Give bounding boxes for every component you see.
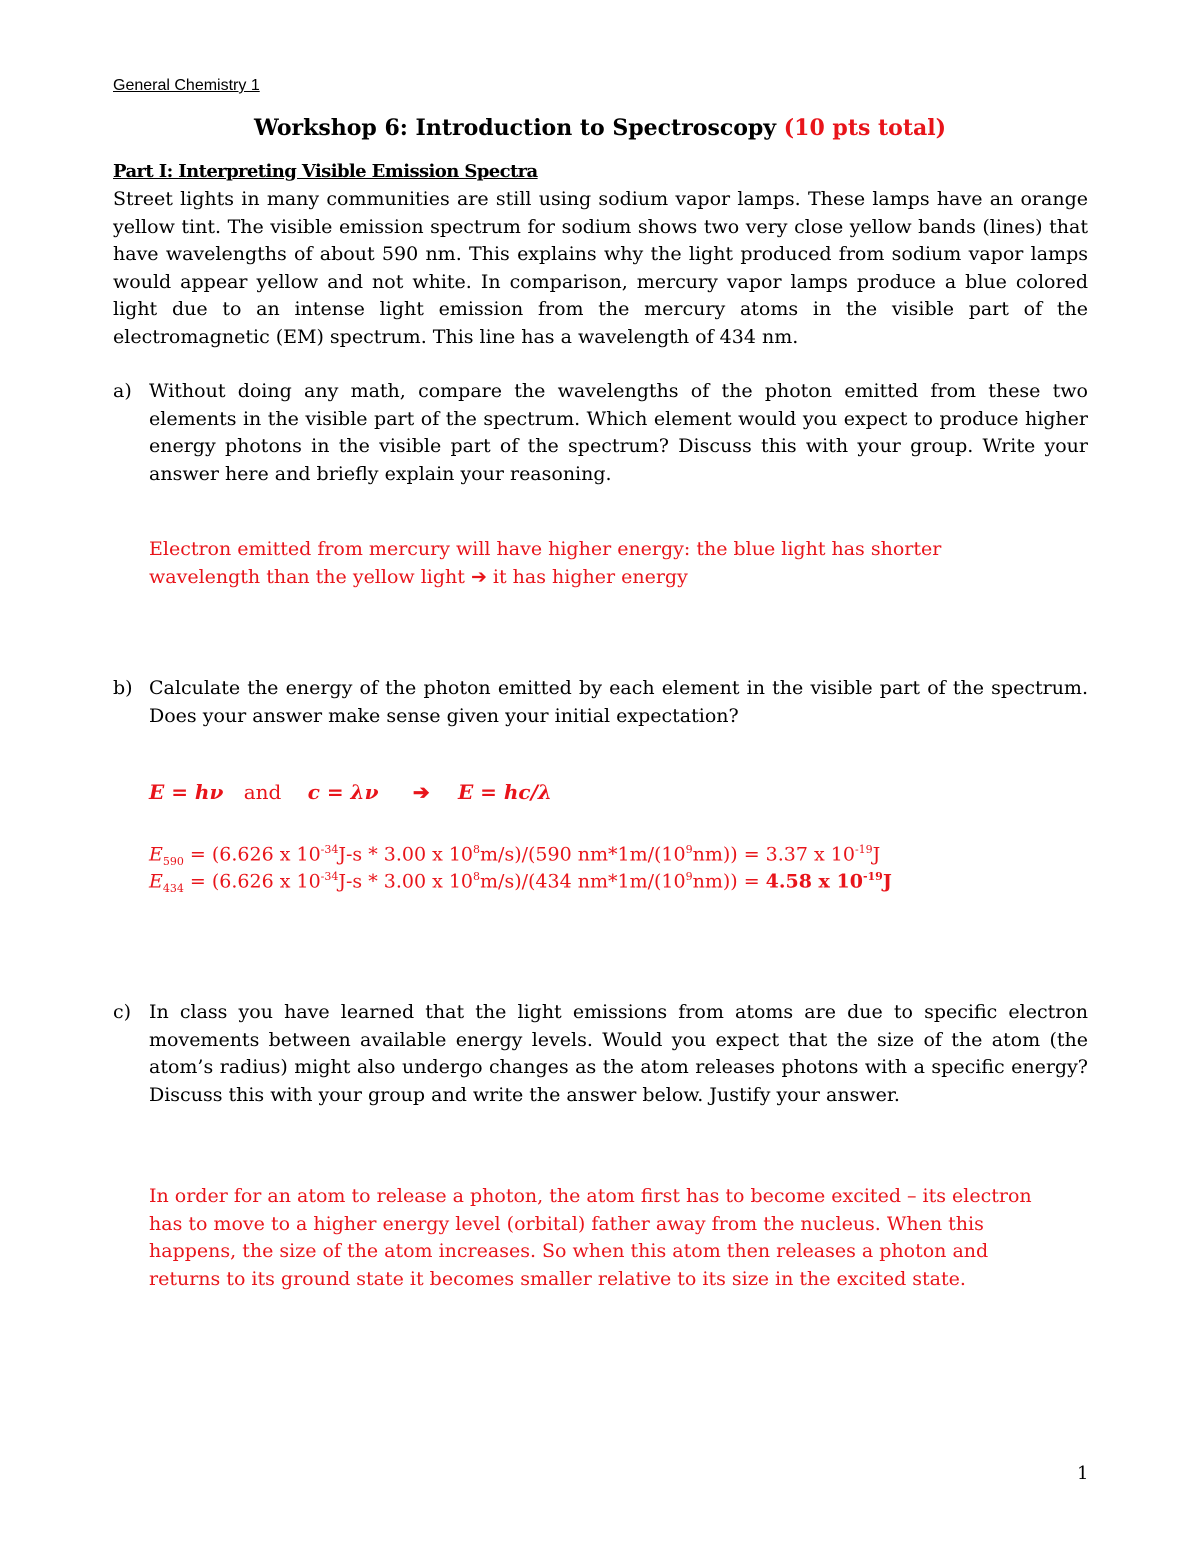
question-a-text: Without doing any math, compare the wavelengths of the photon emitted from these two elements in the visible part of the spectrum. Which element would you expect to produce higher energy photons in the visible part of the spectrum? Discuss this with your group. Write your answer here and briefly explain your reasoning. [149,380,1088,485]
answer-c-line: In order for an atom to release a photon, the atom first has to become excited – its electron [149,1185,1032,1207]
answer-c [149,1183,1059,1293]
calc-590-part4: nm)) = 3.37 x 10 [692,843,855,866]
part1-intro: Street lights in many communities are still using sodium vapor lamps. These lamps have an orange yellow tint. The visible emission spectrum for sodium shows two very close yellow bands (lines) that have wavelengths of about 590 nm. This explains why the light produced from sodium vapor lamps would appear yellow and not white. In comparison, mercury vapor lamps produce a blue colored light due to an intense light emission from the mercury atoms in the visible part of the electromagnetic (EM) spectrum. This line has a wavelength of 434 nm. [113,188,1088,348]
answer-c-line: returns to its ground state it becomes smaller relative to its size in the excited state. [149,1267,966,1290]
energy-equations [149,778,552,806]
calc-590-exp1: -34 [320,843,339,856]
page-number: 1 [1077,1463,1089,1484]
question-c [113,999,1088,1109]
page-title [0,113,1200,143]
calc-590-subscript: 590 [162,855,184,869]
calc-434-exp1: -34 [320,870,339,883]
calc-434-exp3: 9 [685,870,693,883]
calc-434-result: 4.58 x 10 [765,870,863,893]
course-header: General Chemistry 1 [113,77,260,94]
equation-planck: E = hν [149,780,224,804]
calc-434 [149,863,892,902]
answer-a-line1: Electron emitted from mercury will have higher energy: the blue light has shorter [149,538,942,560]
calc-434-part4: nm)) = [692,870,766,893]
equation-combined: E = hc/λ [457,780,552,804]
part1-heading: Part I: Interpreting Visible Emission Spectra [113,161,538,182]
arrow-icon: ➔ [412,780,430,804]
calc-434-unit: J [882,870,892,893]
answer-a-line2-start: wavelength than the yellow light [149,565,465,588]
answer-c-line: happens, the size of the atom increases. So when this atom then releases a photon and [149,1240,989,1262]
arrow-icon: ➔ [470,565,487,588]
answer-a [149,536,1059,591]
equation-and: and [243,780,282,804]
question-b-label: b) [113,677,133,699]
question-a-label: a) [113,380,132,402]
calc-590-exp2: 8 [473,843,481,856]
question-c-text: In class you have learned that the light emissions from atoms are due to specific electron movements between available energy levels. Would you expect that the size of the atom (the atom’s radius) might also undergo changes as the atom releases photons with a specific energy? Discuss this with your group and write the answer below. Justify your answer. [149,1001,1088,1106]
question-c-label: c) [113,1001,132,1023]
calc-590-part1: = (6.626 x 10 [183,843,321,866]
calc-434-exp2: 8 [473,870,481,883]
calc-434-part1: = (6.626 x 10 [183,870,321,893]
question-b [113,675,1088,730]
calc-434-part3: m/s)/(434 nm*1m/(10 [480,870,686,893]
equation-wave: c = λν [307,780,379,804]
question-a [113,378,1088,488]
calc-590-unit: J [872,843,881,866]
calc-434-part2: J-s * 3.00 x 10 [338,870,474,893]
calc-590-exp3: 9 [685,843,693,856]
calc-590-symbol: E [149,843,163,866]
question-b-text: Calculate the energy of the photon emitted by each element in the visible part of the spectrum. Does your answer make sense given your initial expectation? [149,677,1088,727]
calc-434-exp4: -19 [862,870,883,883]
calc-590-exp4: -19 [854,843,873,856]
answer-c-line: has to move to a higher energy level (orbital) father away from the nucleus. When this [149,1212,984,1235]
title-points: (10 pts total) [783,115,947,141]
calc-590-part3: m/s)/(590 nm*1m/(10 [480,843,686,866]
calc-434-subscript: 434 [162,882,184,896]
title-main: Workshop 6: Introduction to Spectroscopy [253,115,784,141]
answer-a-line2-end: it has higher energy [486,565,688,588]
calc-434-symbol: E [149,870,163,893]
calc-590-part2: J-s * 3.00 x 10 [338,843,474,866]
answer-a-line2 [149,564,1059,592]
